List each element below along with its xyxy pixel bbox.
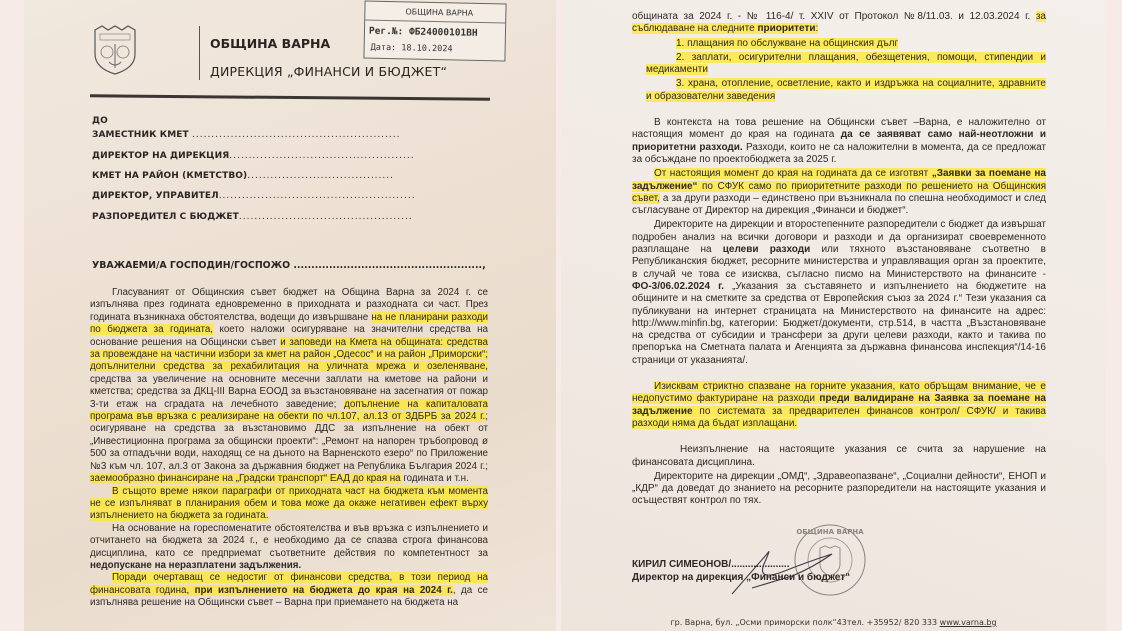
text-run: Директорите на дирекции и второстепенните разпоредители с бюджет да извършат подробен анализ на всички договори и разходи и да организират своевременното разплащане на (632, 219, 1046, 256)
highlighted-text: преди валидиране на Заявка за поемане на задължение (632, 393, 1046, 417)
salutation: УВАЖАЕМИ/А ГОСПОДИН/ГОСПОЖО ....................................................., (92, 260, 486, 271)
priority-item (632, 52, 1046, 77)
body-paragraph (90, 572, 488, 609)
addressee-line (92, 151, 415, 161)
varna-coat-of-arms-logo (92, 24, 138, 76)
header-divider (199, 26, 200, 80)
addressee-label: РАЗПОРЕДИТЕЛ С БЮДЖЕТ (92, 212, 239, 222)
registration-stamp (363, 1, 506, 62)
text-run: което наложи осигуряване на значителни средства на основание решения на Общински съвет (90, 324, 488, 348)
letter-body-left (90, 287, 488, 610)
body-paragraph (632, 444, 1046, 469)
addressee-fill-line: ...................................................... (192, 130, 401, 140)
directorate-name: ДИРЕКЦИЯ „ФИНАНСИ И БЮДЖЕТ“ (210, 64, 448, 79)
body-paragraph (90, 486, 488, 523)
highlighted-text: 2. заплати, осигурителни плащания, обезщетения, помощи, стипендии и медикаменти (646, 51, 1046, 76)
text-run: , да се изпълнява решение на Общински съвет – Варна при приемането на бюджета на (90, 584, 488, 609)
text-run: Разходи, които не са наложителни в момента, да се предложат за обсъждане по проектобюджета за 2025 г. (632, 141, 1046, 165)
organization-name: ОБЩИНА ВАРНА (210, 36, 331, 51)
letter-body-right (632, 11, 1046, 584)
highlighted-text: 1. плащания по обслужване на общинския дълг (676, 37, 899, 49)
body-paragraphs (632, 117, 1046, 508)
text-run: Директорите на дирекции „ОМД“, „Здравеопазване“, „Социални дейности“, ЕНОП и „КДР“ да доведат до знанието на ресорните разпоредители на настоящите указания и осъществят контрол по тях. (632, 470, 1046, 507)
addressee-fill-line: ................................................ (229, 151, 415, 161)
text-run: На основание на гореспоменатите обстоятелства и във връзка с изпълнението и отчитането на бюджета за 2024 г., е необходимо да се спазва строга финансова дисциплина, като се предприемат съответните действия по компетентност за (90, 522, 488, 559)
body-paragraph (632, 381, 1046, 430)
text-run: Неизпълнение на настоящите указания се счита за нарушение на финансовата дисциплина. (632, 444, 1046, 468)
highlighted-text: при изпълнението на бюджета до края на 2024 г. (194, 584, 453, 596)
bold-text: да се заявяват само най-неотложни и приоритетни разходи. (632, 129, 1046, 153)
intro-paragraph (632, 11, 1046, 36)
website-link[interactable]: www.varna.bg (939, 618, 997, 627)
highlighted-text: : (815, 23, 819, 35)
text-run: „Указания за съставянето и изпълнението на бюджетите на общините и на сметките за средства от Европейския съюз за 2024 г.“ Тези указания са публикувани на интернет страницата на Министерството на финансите на адрес: http://www.minfin.bg, категории: Бюджет/документи, стр.514, в частта „Възстановяване на средства от субсидии и трансфери за други целеви разходи, както и такива по препоръка на Сметната палата и Агенцията за държавна финансова инспекция“/14-16 страници от указанията/. (632, 280, 1046, 366)
body-paragraph (90, 523, 488, 573)
footer-address: гр. Варна, бул. „Осми приморски полк“43тел. +35952/ 820 333 (670, 618, 940, 627)
addressee-fill-line: ...................................... (247, 171, 394, 181)
highlighted-text: за съблюдаване на следните (632, 11, 1046, 35)
document-page-right (561, 0, 1106, 631)
priority-item (632, 78, 1046, 103)
text-run: средства за увеличение на основните месечни заплати на кметове на райони и кметства; средства за ДКЦ-III Варна ЕООД за възстановяване на засегнатия от пожар 3-ти етаж на сградата на лечебното заведение; (90, 373, 488, 410)
stamp-date: Дата: 18.10.2024 (370, 42, 453, 55)
addressee-label: ДИРЕКТОР НА ДИРЕКЦИЯ (92, 151, 230, 161)
body-paragraph (632, 117, 1046, 166)
highlighted-text: допълнение на капиталовата програма във връзка с реализиране на обекти по чл.107, ал.13 от ЗДБРБ за 2024 г. (90, 398, 488, 423)
addressee-line (92, 116, 108, 126)
addressee-line (92, 212, 413, 222)
text-run: или тяхното възстановяване съответно в Републиканския бюджет, ресорните министерства и управляващия орган за проектите, в случай че това се изисква, съгласно писмо на Министерството на финансите - (632, 244, 1046, 280)
highlighted-text: Изисквам стриктно спазване на горните указания, като обръщам внимание, че е недопустимо фактуриране на разходи (632, 381, 1046, 405)
highlighted-text: „Заявки за поемане на задължение“ (632, 168, 1046, 192)
addressee-line (92, 171, 394, 181)
highlighted-text: по системата за предварителен финансов контрол/ СФУК/ и такива разходи няма да бъдат изплащани. (632, 405, 1046, 429)
signatory-title: Директор на дирекция „Финанси и бюджет“ (632, 571, 851, 583)
stamp-title: ОБЩИНА ВАРНА (405, 7, 474, 18)
addressee-line (92, 130, 401, 140)
highlighted-text: и заповеди на Кмета на общината: средства за провеждане на частични избори за кмет на район „Одесос“ и на район „Приморски“; допълнителни средства за рехабилитация на уличната мрежа и озеленяване, (90, 336, 489, 373)
signature-block (632, 527, 1046, 584)
body-paragraph (632, 471, 1046, 508)
text-run: годината и т.н. (400, 473, 469, 485)
highlighted-text: заемообразно финансиране на „Градски транспорт“ ЕАД до края на (90, 473, 401, 485)
bold-text: недопускане на неразплатени задължения. (90, 559, 302, 571)
highlighted-text: От настоящия момент до края на годината да се изготвят (654, 168, 932, 180)
stamp-reg-number: Рег.№: ФБ24000101ВН (368, 25, 478, 39)
page-footer (561, 618, 1106, 627)
text-run: а за други разходи – единствено при възникнала по спешна необходимост и след съгласуване от Директор на дирекция „Финанси и бюджет“. (632, 192, 1046, 217)
highlighted-text: Поради очертаващ се недостиг от финансови средства, в този период на финансовата година, (90, 572, 488, 596)
addressee-label: ЗАМЕСТНИК КМЕТ (92, 130, 192, 140)
addressee-fill-line: ................................................... (218, 191, 416, 201)
bold-text: ФО-3/06.02.2024 г. (632, 280, 725, 292)
body-paragraph (632, 168, 1046, 217)
text-run: общината за 2024 г. - № 116-4/ т. XXIV от Протокол №8/11.03. и 12.03.2024 г. (632, 11, 1036, 22)
text-run: В контекста на това решение на Общински съвет –Варна, е наложително от настоящия момент до края на годината (632, 117, 1046, 141)
priority-item (632, 38, 1046, 50)
text-run: ; осигуряване на средства за възстановимо ДДС за изпълнение на обект от „Инвестиционна програма за общински проекти“: „Ремонт на напорен тръбопровод ø 500 за отпадъчни води, находящ се на дъното на Варненското езеро“ по Приложение №3 към чл. 107, ал.3 от Закона за държавния бюджет на Република България 2024 г.; (90, 411, 488, 472)
body-paragraph (90, 287, 488, 486)
addressee-label: ДИРЕКТОР, УПРАВИТЕЛ (92, 191, 219, 201)
addressee-line (92, 191, 416, 201)
highlighted-text: по СФУК само по приоритетните разходи по решението на Общинския съвет, (632, 180, 1046, 204)
stamp-divider (365, 20, 505, 24)
highlighted-text: приоритети (757, 23, 816, 35)
document-page-left (24, 0, 556, 631)
highlighted-text: 3. храна, отопление, осветление, както и издръжка на социалните, здравните и образователни заведения (646, 78, 1046, 102)
seal-text: ОБЩИНА ВАРНА (796, 527, 864, 536)
priority-list (632, 38, 1046, 103)
addressee-label: ДО (92, 116, 108, 126)
highlighted-text: В същото време някои параграфи от приходната част на бюджета към момента не се изпълняват в планирания обем и това може да окаже негативен ефект върху изпълнението на бюджета за годината. (90, 485, 488, 522)
header-rule (90, 94, 490, 100)
bold-text: целеви разходи (722, 244, 811, 256)
addressee-label: КМЕТ НА РАЙОН (КМЕТСТВО) (92, 171, 248, 181)
highlighted-text: на не планирани разходи по бюджета за годината, (90, 311, 488, 336)
text-run: Гласуваният от Общинския съвет бюджет на Община Варна за 2024 г. се изпълнява през годината едновременно в приходната и разходната си част. През годината възникнаха обстоятелства, водещи до извършване (90, 287, 488, 323)
signatory-name: КИРИЛ СИМЕОНОВ/..................... (632, 558, 790, 570)
body-paragraph (632, 219, 1046, 367)
addressee-fill-line: ............................................. (238, 212, 413, 222)
